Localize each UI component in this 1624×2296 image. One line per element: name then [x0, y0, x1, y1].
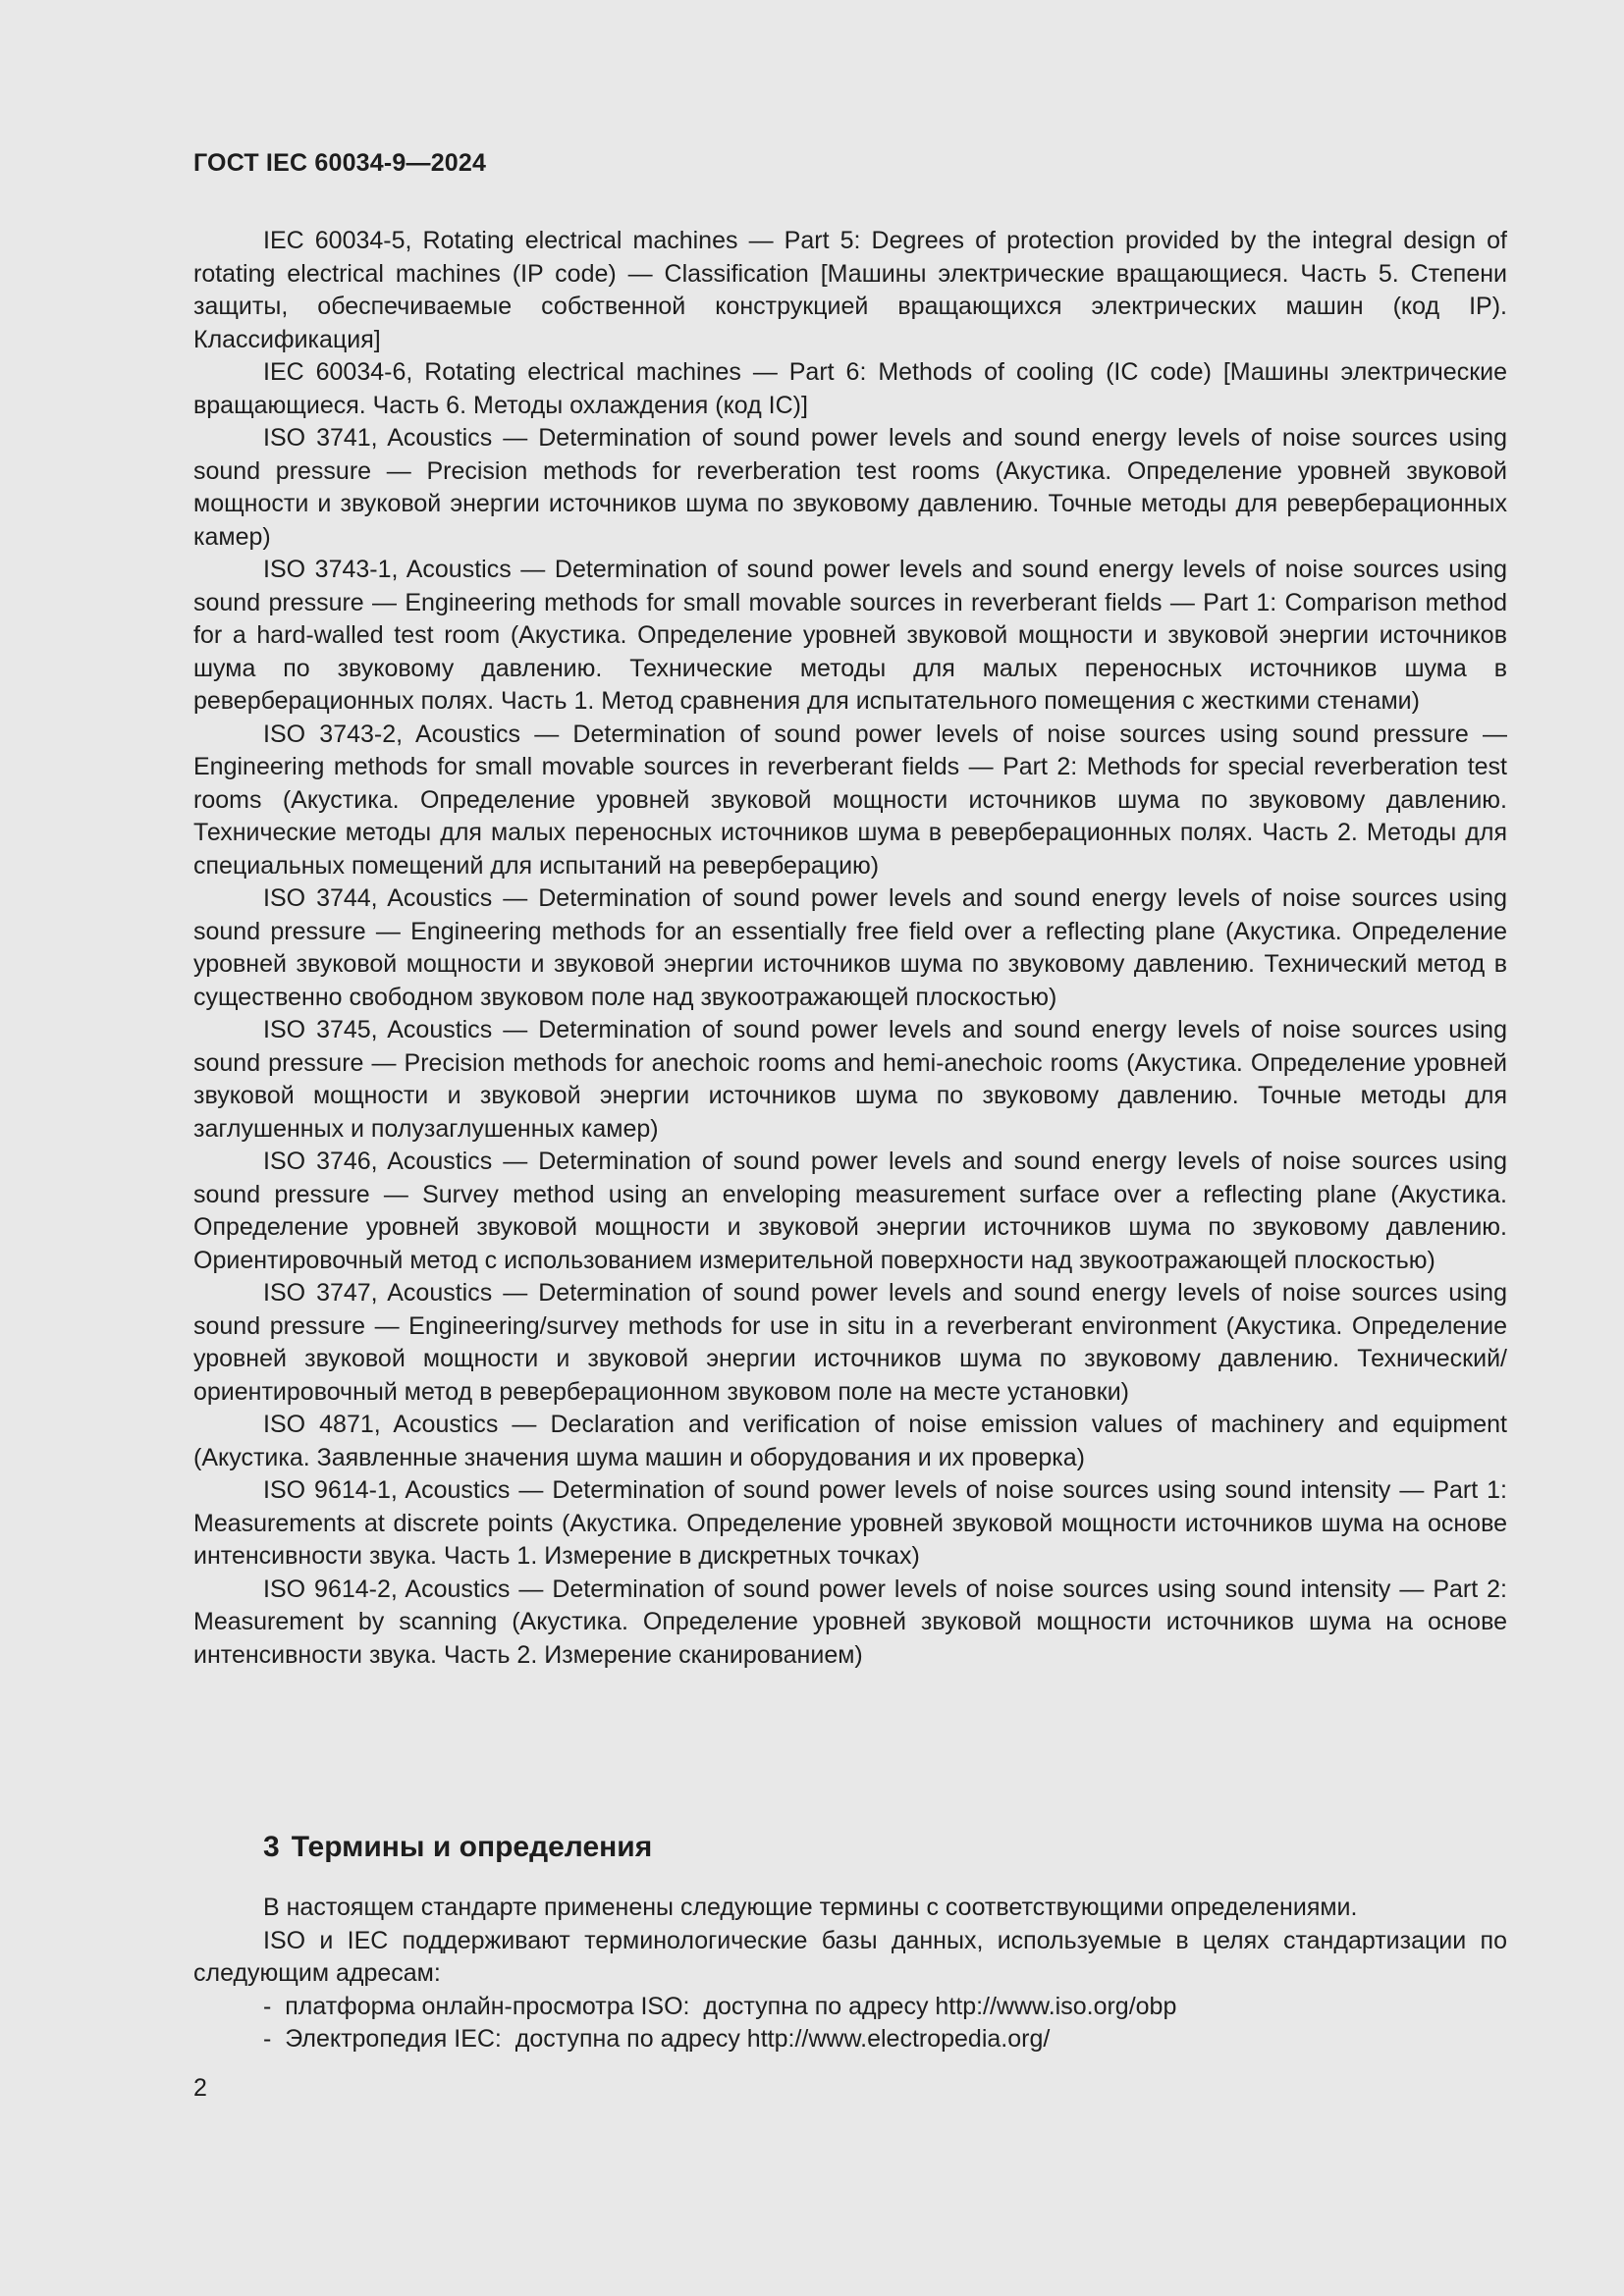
document-header: ГОСТ IEC 60034-9—2024 — [193, 149, 487, 177]
reference-item: IEC 60034-5, Rotating electrical machines — Part 5: Degrees of protection provided by the integral design of rotating electrical machines (IP code) — Classification [Машины электрические вращающиеся. Часть 5. Степени защиты, обеспечиваемые собственной конструкцией вращающихся электрических машин (код IP). Классификация] — [193, 227, 1507, 353]
section-heading — [263, 1831, 652, 1864]
page-number: 2 — [193, 2074, 207, 2102]
reference-item: ISO 4871, Acoustics — Declaration and verification of noise emission values of machinery and equipment (Акустика. Заявленные значения шума машин и оборудования и их проверка) — [193, 1411, 1507, 1471]
section-title: Термины и определения — [291, 1831, 653, 1863]
normative-references — [193, 225, 1507, 1672]
reference-item: ISO 3746, Acoustics — Determination of sound power levels and sound energy levels of noise sources using sound pressure — Survey method using an enveloping measurement surface over a reflecting plane (Акустика. Определение уровней звуковой мощности и звуковой энергии источников шума по звуковому давлению. Ориентировочный метод с использованием измерительной поверхности над звукоотражающей плоскостью) — [193, 1148, 1507, 1274]
paragraph: ISO и IEC поддерживают терминологические базы данных, используемые в целях стандартизации по следующим адресам: — [193, 1926, 1507, 1987]
reference-item: ISO 3743-1, Acoustics — Determination of sound power levels and sound energy levels of noise sources using sound pressure — Engineering methods for small movable sources in reverberant fields — Part 1: Comparison method for a hard-walled test room (Акустика. Определение уровней звуковой мощности и звуковой энергии источников шума по звуковому давлению. Технические методы для малых переносных источников шума в реверберационных полях. Часть 1. Метод сравнения для испытательного помещения с жесткими стенами) — [193, 556, 1507, 715]
reference-item: ISO 9614-1, Acoustics — Determination of sound power levels of noise sources using sound intensity — Part 1: Measurements at discrete points (Акустика. Определение уровней звуковой мощности источников шума на основе интенсивности звука. Часть 1. Измерение в дискретных точках) — [193, 1476, 1507, 1570]
reference-item: ISO 3745, Acoustics — Determination of sound power levels and sound energy levels of noise sources using sound pressure — Precision methods for anechoic rooms and hemi-anechoic rooms (Акустика. Определение уровней звуковой мощности и звуковой энергии источников шума по звуковому давлению. Точные методы для заглушенных и полузаглушенных камер) — [193, 1016, 1507, 1143]
reference-item: ISO 3743-2, Acoustics — Determination of sound power levels of noise sources using sound pressure — Engineering methods for small movable sources in reverberant fields — Part 2: Methods for special reverberation test rooms (Акустика. Определение уровней звуковой мощности источников шума по звуковому давлению. Технические методы для малых переносных источников шума в реверберационных полях. Часть 2. Методы для специальных помещений для испытаний на реверберацию) — [193, 720, 1507, 880]
section-number: 3 — [263, 1831, 280, 1863]
reference-item: ISO 9614-2, Acoustics — Determination of sound power levels of noise sources using sound intensity — Part 2: Measurement by scanning (Акустика. Определение уровней звуковой мощности источников шума на основе интенсивности звука. Часть 2. Измерение сканированием) — [193, 1575, 1507, 1669]
section-body — [193, 1892, 1507, 2056]
reference-item: ISO 3747, Acoustics — Determination of sound power levels and sound energy levels of noise sources using sound pressure — Engineering/survey methods for use in situ in a reverberant environment (Акустика. Определение уровней звуковой мощности и звуковой энергии источников шума по звуковому давлению. Технический/ориентировочный метод в реверберационном звуковом поле на месте установки) — [193, 1279, 1507, 1406]
list-item: - Электропедия IEC: доступна по адресу http://www.electropedia.org/ — [263, 2025, 1051, 2053]
reference-item: IEC 60034-6, Rotating electrical machines — Part 6: Methods of cooling (IC code) [Машины электрические вращающиеся. Часть 6. Методы охлаждения (код IC)] — [193, 358, 1507, 419]
reference-item: ISO 3744, Acoustics — Determination of sound power levels and sound energy levels of noise sources using sound pressure — Engineering methods for an essentially free field over a reflecting plane (Акустика. Определение уровней звуковой мощности и звуковой энергии источников шума по звуковому давлению. Технический метод в существенно свободном звуковом поле над звукоотражающей плоскостью) — [193, 884, 1507, 1011]
list-item: - платформа онлайн-просмотра ISO: доступна по адресу http://www.iso.org/obp — [263, 1992, 1177, 2020]
paragraph: В настоящем стандарте применены следующие термины с соответствующими определениями. — [263, 1894, 1358, 1921]
reference-item: ISO 3741, Acoustics — Determination of sound power levels and sound energy levels of noise sources using sound pressure — Precision methods for reverberation test rooms (Акустика. Определение уровней звуковой мощности и звуковой энергии источников шума по звуковому давлению. Точные методы для реверберационных камер) — [193, 424, 1507, 551]
